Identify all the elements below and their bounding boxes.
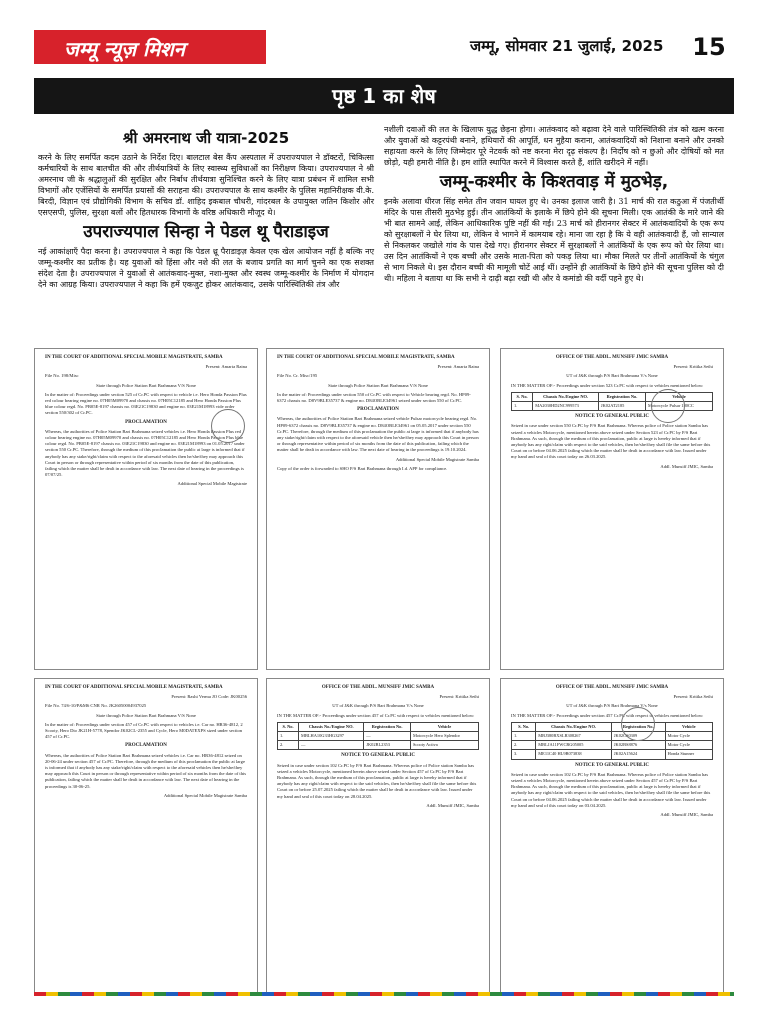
notice-body: Seized in case under section 102 Cr.PC by P/S Bari Brahmana. Whereas police of Police station Samba has seized a vehicles Motorcycle, mentioned herein above seized under Section 457 of Cr.PC by P/S Bari Brahmana. As such, through the medium of this proclamation, public at large is hereby informed that if anybody has any right/claim with respect to the said vehicles, then he/she/they shall file the same before this Court on or before 25.07.2025 failing which the matter shall be dealt in accordance with law. Issued under my hand and seal of this court today on 28.04.2025.	[277, 762, 477, 799]
notice-subtitle: NOTICE TO GENERAL PUBLIC	[341, 753, 415, 759]
masthead	[34, 30, 734, 64]
table-cell: 2.	[512, 741, 536, 750]
table-row	[512, 750, 713, 759]
table-cell: 1.	[278, 732, 299, 741]
parties: UT of J&K through P/S Bari Brahmana V/s None	[332, 703, 424, 709]
court-name: OFFICE OF THE ADDL. MUNSIFF JMIC SAMBA	[555, 685, 669, 690]
article-heading-kishtwar: जम्मू-कश्मीर के किश्तवाड़ में मुठभेड़,	[439, 172, 669, 192]
article-heading-amarnath: श्री अमरनाथ जी यात्रा-2025	[122, 129, 290, 147]
table-cell: 2.	[278, 741, 299, 750]
notice-body: Seized in case under section 102 Cr.PC by P/S Bari Brahmana. Whereas police of Police station Samba has seized a vehicles Motorcycle, mentioned herein above seized under Section 457 of Cr.PC by P/S Bari Brahmana. As such, through the medium of this proclamation, public at large is hereby informed that if anybody has any right/claim with respect to the said vehicles, then he/she/they shall file the same before this Court on or before 04.06.2025 failing which the matter shall be dealt in accordance with law. Issued under my hand and seal of this court today on 03.04.2025.	[511, 771, 711, 808]
table-header-cell: Registration No.	[611, 722, 665, 731]
article-heading-pedal: उपराज्यपाल सिन्हा ने पेडल थू पैराडाइज	[83, 222, 329, 242]
notice-body: Seized in case under section 550 Cr.PC by P/S Bari Brahmana. Whereas police of Police station Samba has seized a vehicles Motorcycle, mentioned herein above seized under Section 523 of Cr.PC by P/S Bari Brahmana. As such, through the medium of this proclamation, public at large is hereby informed that if anybody has any right/claim with respect to the said vehicles, then he/she/they shall file the same before this Court on or before 04.06.2025 failing which the matter shall be dealt in accordance with law. Issued under my hand and seal of this court today on 26.03.2025.	[511, 423, 711, 460]
presiding-officer: Present: Kritika Sethi	[673, 694, 713, 700]
table-header-row	[512, 722, 713, 731]
court-notice	[266, 348, 490, 670]
table-row	[512, 732, 713, 741]
copy-forwarded: Copy of the order is forwarded to SHO P/S Bari Brahmana through I.d. APP for compliance.	[277, 465, 448, 471]
file-number: File No. 198/Misc	[45, 373, 79, 379]
table-header-cell: Vehicle	[645, 392, 712, 401]
parties: UT of J&K through P/S Bari Brahmana V/s None	[566, 373, 658, 379]
table-cell: Motor Cycle	[665, 741, 712, 750]
signatory: Additional Special Mobile Magistrate	[177, 481, 247, 487]
court-name: IN THE COURT OF ADDITIONAL SPECIAL MOBILE MAGISTRATE, SAMBA	[45, 685, 223, 690]
color-registration-stripe	[34, 992, 734, 996]
legal-notices-grid	[34, 348, 724, 994]
vehicle-table	[511, 722, 713, 760]
table-header-cell: Vehicle	[410, 722, 478, 731]
notice-body: Whereas, the authorities of Police Station Bari Brahmana seized vehicle Pulsar motorcycle bearing regd. No. HP09-6372 chassis no. D8V9BLE35737 & engine no. D84OBLE34961 on 05.05.2017 under section 550 Cr.PC. Therefore, through the medium of this proclamation the public at large is informed that if anybody has any stake/right/claim with respect to the aforesaid vehicle then he/she/they may approach this Court in person or through representative within period of six months from the date of this publication, failing which the matter shall be dealt in accordance with law. The next date of hearing in the proceedings is 19.10.2024.	[277, 416, 479, 453]
court-seal	[211, 409, 245, 443]
court-seal	[621, 707, 655, 741]
table-header-row	[278, 722, 479, 731]
article-body: नशीली दवाओं की लत के खिलाफ युद्ध छेड़ना होगा। आतंकवाद को बढ़ावा देने वाले पारिस्थितिकी तंत्र को खत्म करना और युवाओं को कट्टरपंथी बनाने, हथियारों की आपूर्ति, धन मुहैया कराना, आतंकवादियों को निशाना बनाने और उनको सहायता करने के लिए जिम्मेदार पूरे नेटवर्क को नष्ट करना मेरा दृढ़ संकल्प है। निर्दोष को न छुओ और दोषियों को मत छोड़ो, यही हमारी नीति है। हम शांति स्थापित करने में विश्वास करते हैं, शांति खरीदने में नहीं।	[384, 125, 724, 167]
notice-subtitle: PROCLAMATION	[357, 407, 399, 413]
table-cell: 3.	[512, 750, 536, 759]
court-notice	[266, 678, 490, 994]
vehicle-table	[277, 722, 479, 751]
presiding-officer: Present: Rashi Verma JO Code: JK00256	[171, 694, 247, 700]
table-header-cell: Registration No.	[598, 392, 645, 401]
file-number: File No. 74/6-10/P&M6 CNR No. JK26050004937025	[45, 703, 147, 709]
table-header-cell: Chassis No./Engine NO.	[536, 722, 612, 731]
table-header-cell: S. No.	[512, 392, 533, 401]
signatory: Addl. Munsiff JMIC, Samba	[660, 812, 713, 818]
table-header-cell: Chassis No./Engine NO.	[299, 722, 364, 731]
signatory: Additional Special Mobile Magistrate Samba	[163, 792, 247, 798]
table-row	[512, 741, 713, 750]
table-cell: ME11C40 HL9B073838	[536, 750, 612, 759]
signatory: Addl. Munsiff JMIC, Samba	[660, 463, 713, 469]
court-name: OFFICE OF THE ADDL. MUNSIFF JMIC SAMBA	[555, 355, 669, 360]
court-notice	[500, 678, 724, 994]
notice-body: In the matter of: Proceedings under section 457 of Cr.PC with respect to vehicles i.e. Car no. HR36-4812, 2 Scooty, Hero Dio JK21H-5778, Spendor JK02CL-2355 and Cycle, Hero M0DATEXPS sized under section 457 of Cr.PC.	[45, 721, 243, 740]
section-title: पृष्ठ 1 का शेष	[332, 84, 436, 108]
court-seal	[651, 389, 685, 423]
parties: State through Police Station Bari Brahmana V/S None	[96, 382, 196, 388]
article-body: नई आकांक्षाएँ पैदा करना है। उपराज्यपाल ने कहा कि पेडल थ्रू पैराडाइज़ केवल एक खेल आयोजन नहीं है बल्कि नए जम्मू-कश्मीर का प्रतीक है। यह युवाओं को हिंसा और नशे की लत के बजाय प्रगति का मार्ग चुनने का एक सशक्त संदेश देता है। उपराज्यपाल ने युवाओं से आतंकवाद-मुक्त, नशा-मुक्त और स्वस्थ जम्मू-कश्मीर के निर्माण में योगदान देने का आग्रह किया। उपराज्यपाल ने कहा कि हमें एकजुट होकर आतंकवाद, उसके पारिस्थितिकी तंत्र और	[38, 247, 374, 289]
table-header-cell: Vehicle	[665, 722, 712, 731]
presiding-officer: Present: Amarta Raina	[205, 364, 247, 370]
notice-body: IN THE MATTER OF:- Proceedings under section 523 Cr.PC with respect to vehicles mentioned below:	[511, 382, 704, 388]
court-notice	[500, 348, 724, 670]
court-notice	[34, 678, 258, 994]
table-cell: 1.	[512, 402, 533, 411]
notice-body: Whereas, the authorities of Police Station Bari Brahmana seized vehicles i.e. Car no. HR36-4812 seized on 20-06-24 under section 457 of Cr.PC. Therefore, through the medium of this proclamation the public at large is informed that if anybody has any stake/right/claim with respect to the aforesaid vehicles then he/she/they may approach this Court in person or through representative within period of six months from the date of this publication, failing which the matter shall be dealt in accordance with law. The next date of hearing in the proceedings is 30-06-25.	[45, 752, 247, 789]
notice-subtitle: PROCLAMATION	[125, 419, 167, 425]
table-cell: —	[299, 741, 364, 750]
issue-date: जम्मू, सोमवार 21 जुलाई, 2025	[470, 37, 664, 55]
table-cell: Motorcycle Pulsar 180CC	[645, 402, 712, 411]
notice-body: Whereas, the authorities of Police Station Bari Brahmana seized vehicles i.e. Hero Honda Passion Plus red colour bearing engine no. 07H05M09970 and chassis no. 07H05C12185 and Hero Honda Passion Plus blue colour regd. No. PB05E-8197 chassis no. 03E21C19830 and engine no. 03E21M18993 on 01.05.2017 under section 550 Cr.PC. Therefore, through the medium of this proclamation the public at large is informed that if anybody has any stake/right/claim with respect to the aforesaid vehicles then he/she/they may approach this Court in person or through representative within period of six months from the date of this publication, failing which the matter shall be dealt in accordance with law. The next date of hearing in the proceedings is 07/07/25.	[45, 428, 245, 478]
table-cell: 1.	[512, 732, 536, 741]
notice-body: IN THE MATTER OF:- Proceedings under section 457 Cr.PC with respect to vehicles mentioned below:	[511, 712, 704, 718]
notice-subtitle: NOTICE TO GENERAL PUBLIC	[575, 414, 649, 420]
notice-body: In the matter of: Proceedings under section 550 of Cr.PC with respect to Vehicle bearing regd. No. HP09-6372 chassis no. D8V9BLE35737 & engine no. D84OBLE34961 seized under section 550 of Cr.PC.	[277, 391, 471, 404]
table-cell: JK02AT2185	[598, 402, 645, 411]
notice-body: In the matter of: Proceedings under section 525 of Cr.PC with respect to vehicle i.e. Hero Honda Passion Plus red colour bearing engine no. 07H05M09970 and chassis no. 07H05C12185 and Hero Honda Passion Plus blue colour regd. No. PB05E-8197 chassis no. 03E21C19830 and engine no. 03E21M18993 vide order section 550/302 of Cr.PC.	[45, 391, 247, 416]
signatory: Addl. Munsiff JMIC, Samba	[426, 802, 479, 808]
table-header-cell: S. No.	[512, 722, 536, 731]
table-cell: JK02BL2353	[364, 741, 411, 750]
table-cell: JK02A15624	[611, 750, 665, 759]
notice-subtitle: PROCLAMATION	[125, 743, 167, 749]
table-cell: JK02CS0309	[611, 732, 665, 741]
notice-subtitle: NOTICE TO GENERAL PUBLIC	[575, 762, 649, 768]
court-name: IN THE COURT OF ADDITIONAL SPECIAL MOBILE MAGISTRATE, SAMBA	[277, 355, 455, 360]
table-cell: MBLHA10G33HG3297	[299, 732, 364, 741]
table-cell: JK02BS8876	[611, 741, 665, 750]
article-column-right	[384, 124, 724, 284]
page-number: 15	[686, 30, 732, 64]
table-cell: MBJ380BXSLR308267	[536, 732, 612, 741]
article-column-left	[38, 124, 374, 290]
table-cell: Scooty Activa	[410, 741, 478, 750]
table-header-cell: Chassis No./Engine NO.	[533, 392, 599, 401]
table-header-cell: Registration No.	[364, 722, 411, 731]
signatory: Additional Special Mobile Magistrate Samba	[395, 456, 479, 462]
court-name: OFFICE OF THE ADDL. MUNSIFF JMIC SAMBA	[321, 685, 435, 690]
table-row	[278, 741, 479, 750]
table-cell: MBLJA11FWCRG05005	[536, 741, 612, 750]
article-body: करने के लिए समर्पित कदम उठाने के निर्देश दिए। बालटाल बेस कैंप अस्पताल में उपराज्यपाल ने डॉक्टरों, चिकित्सा कर्मचारियों के साथ बातचीत की और तीर्थयात्रियों के लिए स्वास्थ्य सुविधाओं का निरीक्षण किया। उपराज्यपाल ने श्री अमरनाथ जी के श्रद्धालुओं की सुरक्षित और निर्बाध तीर्थयात्रा सुनिश्चित करने के लिए यात्रा प्रबंधन में शामिल सभी विभागों और एजेंसियों के समर्पित प्रयासों की सराहना की। उपराज्यपाल के साथ कश्मीर के पुलिस महानिरीक्षक वी.के. बिरदी, विज्ञान एवं प्रौद्योगिकी विभाग के सचिव डॉ. शाहिद इकबाल चौधरी, गांदरबल के उपायुक्त जतिन किशोर और एसएसपी, पुलिस, सुरक्षा बलों और हितधारक विभागों के वरिष्ठ अधिकारी मौजूद थे।	[38, 153, 374, 217]
file-number: File No. Cr. Misc/195	[277, 373, 318, 379]
table-cell: MA2030HD2NC999573	[533, 402, 599, 411]
parties: State through Police Station Bari Brahmana V/S None	[328, 382, 428, 388]
table-cell: Motor Cycle	[665, 732, 712, 741]
presiding-officer: Present: Kritika Sethi	[439, 694, 479, 700]
parties: UT of J&K through P/S Bari Brahmana V/s None	[566, 703, 658, 709]
court-notice	[34, 348, 258, 670]
table-cell: —	[364, 732, 411, 741]
table-row	[278, 732, 479, 741]
table-header-cell: S. No.	[278, 722, 299, 731]
article-body: इनके अलावा धीरज सिंह समेत तीन जवान घायल हुए थे। उनका इलाज जारी है। 31 मार्च की रात कठुआ में पंजतीर्थी मंदिर के पास तीसरी मुठभेड़ हुई। तीन आतंकियों के इलाके में छिपे होने की सूचना मिली। एक आतंकी के मारे जाने की भी बात सामने आई, लेकिन आधिकारिक पुष्टि नहीं की गई। 23 मार्च को हीरानगर सेक्टर में आतंकवादियों के एक रूप को सुरक्षाबलों ने घेर लिया था, लेकिन वे भागने में कामयाब रहे। माना जा रहा है कि ये वही आतंकवादी हैं, जो सान्याल से निकलकर जखोले गांव के पास देखे गए। हीरानगर सेक्टर में सुरक्षाबलों ने आतंकियों के एक रूप को घेर लिया था। उस दिन आतंकियों ने एक बच्ची और उसके माता-पिता को पकड़ लिया था। मौका मिलते पर तीनों आतंकियों के चंगुल से भाग निकले थे। इस दौरान बच्ची की मामूली चोटें आई थीं। उन्होंने ही आतंकियों के छिपे होने की सूचना पुलिस को दी थी। महिला ने बताया था कि सभी ने दाढ़ी बढ़ा रखी थी और वे कमांडो की वर्दी पहने हुए थे।	[384, 197, 724, 283]
section-banner	[34, 78, 734, 114]
parties: State through Police Station Bari Brahmana V/S None	[96, 712, 196, 718]
table-cell: Motorcycle Hero Splendor	[410, 732, 478, 741]
notice-body: IN THE MATTER OF:- Proceedings under section 457 of Cr.PC with respect to vehicles mentioned below:	[277, 712, 475, 718]
newspaper-logo: जम्मू न्यूज़ मिशन	[34, 30, 266, 64]
court-name: IN THE COURT OF ADDITIONAL SPECIAL MOBILE MAGISTRATE, SAMBA	[45, 355, 223, 360]
presiding-officer: Present: Kritika Sethi	[673, 364, 713, 370]
table-cell: Honda Stunner	[665, 750, 712, 759]
presiding-officer: Present: Amarta Raina	[437, 364, 479, 370]
